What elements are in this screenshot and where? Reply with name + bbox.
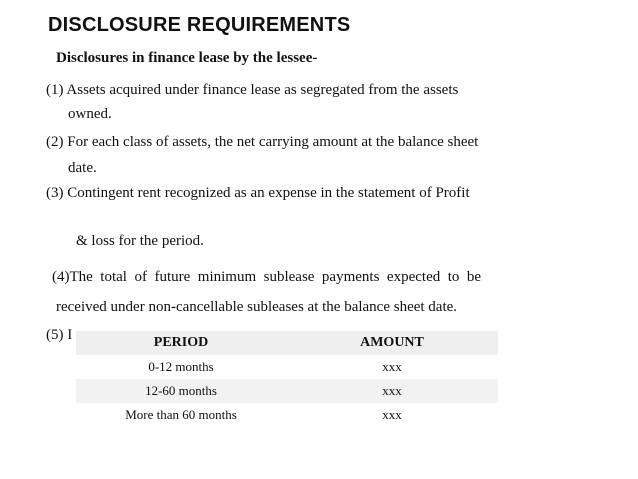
item-4-line-2: received under non-cancellable subleases at the balance sheet date.	[56, 299, 458, 315]
item-1-line-1: (1) Assets acquired under finance lease as segregated from the assets	[46, 82, 459, 98]
item-2-line-2: date.	[68, 160, 97, 176]
table-row	[76, 379, 498, 403]
header-amount: AMOUNT	[286, 331, 498, 355]
period-amount-table	[76, 331, 498, 427]
amount-cell: xxx	[286, 379, 498, 403]
item-5-line-1: (5) I	[46, 327, 73, 343]
item-4-line-1: (4)The total of future minimum sublease payments expected to be	[52, 269, 482, 285]
page-title: DISCLOSURE REQUIREMENTS	[48, 14, 351, 36]
table-row	[76, 403, 498, 427]
table-header-row	[76, 331, 498, 355]
amount-cell: xxx	[286, 355, 498, 379]
period-cell: 12-60 months	[76, 379, 286, 403]
item-1-line-2: owned.	[68, 106, 112, 122]
section-subtitle: Disclosures in finance lease by the lessee-	[56, 50, 318, 66]
table-row	[76, 355, 498, 379]
amount-cell: xxx	[286, 403, 498, 427]
item-3-line-2: & loss for the period.	[76, 233, 204, 249]
item-2-line-1: (2) For each class of assets, the net carrying amount at the balance sheet	[46, 134, 479, 150]
period-cell: 0-12 months	[76, 355, 286, 379]
item-3-line-1: (3) Contingent rent recognized as an expense in the statement of Profit	[46, 185, 470, 201]
period-cell: More than 60 months	[76, 403, 286, 427]
header-period: PERIOD	[76, 331, 286, 355]
